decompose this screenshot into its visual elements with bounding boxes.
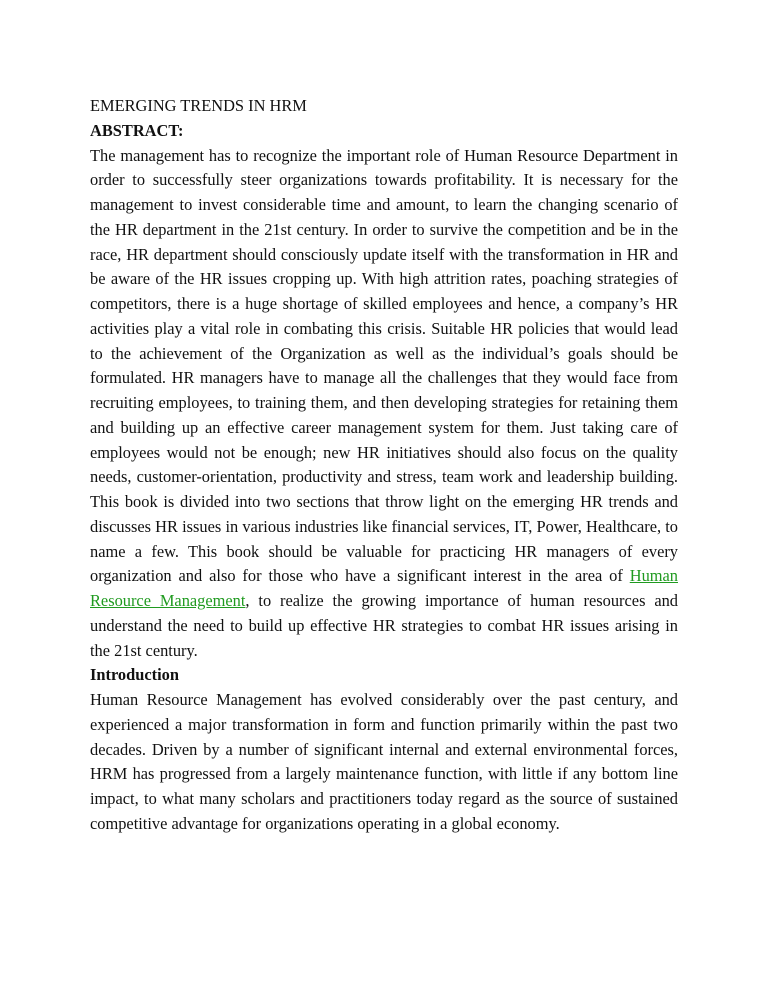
- introduction-paragraph: Human Resource Management has evolved considerably over the past century, and experienced a major transformation in form and function primarily within the past two decades. Driven by a number of significant internal and external environmental forces, HRM has progressed from a largely maintenance function, with little if any bottom line impact, to what many scholars and practitioners today regard as the source of sustained competitive advantage for organizations operating in a global economy.: [90, 690, 678, 833]
- document-page: [90, 94, 678, 837]
- abstract-text-before-link: The management has to recognize the important role of Human Resource Department in order to successfully steer organizations towards profitability. It is necessary for the management to invest considerable time and amount, to learn the changing scenario of the HR department in the 21st century. In order to survive the competition and be in the race, HR department should consciously update itself with the transformation in HR and be aware of the HR issues cropping up. With high attrition rates, poaching strategies of competitors, there is a huge shortage of skilled employees and hence, a company’s HR activities play a vital role in combating this crisis. Suitable HR policies that would lead to the achievement of the Organization as well as the individual’s goals should be formulated. HR managers have to manage all the challenges that they would face from recruiting employees, to training them, and then developing strategies for retaining them and building up an effective career management system for them. Just taking care of employees would not be enough; new HR initiatives should also focus on the quality needs, customer-orientation, productivity and stress, team work and leadership building. This book is divided into two sections that throw light on the emerging HR trends and discusses HR issues in various industries like financial services, IT, Power, Healthcare, to name a few. This book should be valuable for practicing HR managers of every organization and also for those who have a significant interest in the area of: [90, 145, 678, 586]
- abstract-paragraph: [90, 144, 678, 664]
- abstract-heading: ABSTRACT:: [90, 120, 184, 140]
- human-resource-management-link[interactable]: Human Resource Management: [90, 566, 678, 610]
- introduction-heading: Introduction: [90, 665, 179, 685]
- document-title: EMERGING TRENDS IN HRM: [90, 96, 307, 115]
- abstract-text-after-link: , to realize the growing importance of human resources and understand the need to build up effective HR strategies to combat HR issues arising in the 21st century.: [90, 591, 678, 660]
